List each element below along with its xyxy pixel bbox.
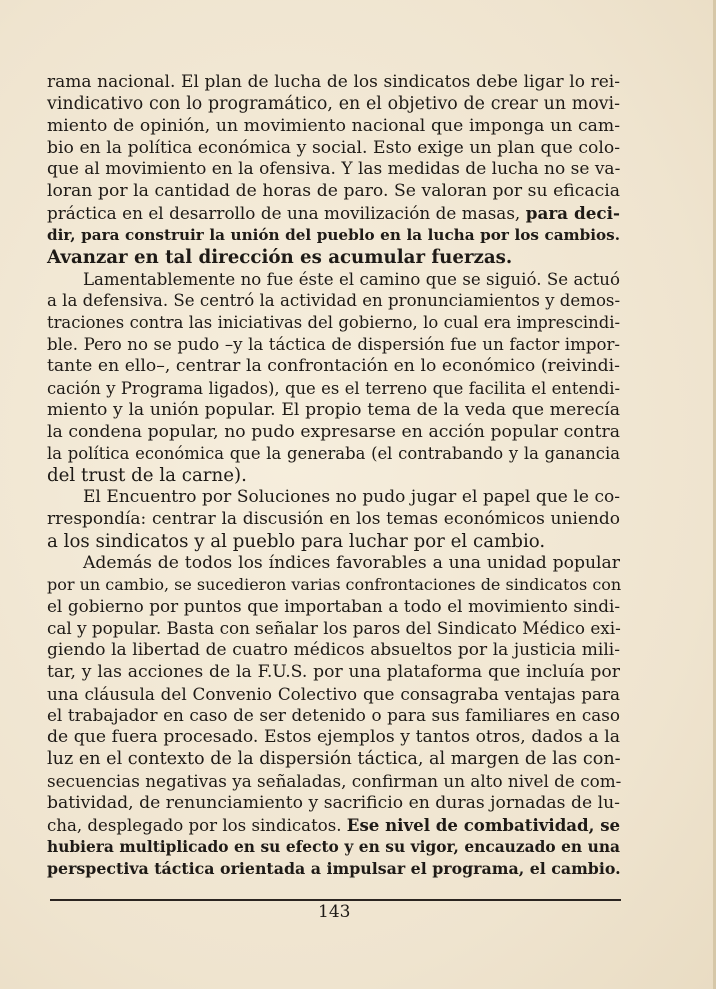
- body-text: [47, 72, 620, 880]
- text-line: cación y Programa ligados), que es el terreno que facilita el entendi-: [47, 378, 620, 398]
- page-number: 143: [318, 902, 351, 922]
- text-line: rama nacional. El plan de lucha de los sindicatos debe ligar lo rei-: [47, 72, 620, 92]
- bold-text-line: hubiera multiplicado en su efecto y en su vigor, encauzado en una: [47, 837, 620, 856]
- bold-text-segment: Ese nivel de combatividad, se: [346, 814, 621, 835]
- text-line: luz en el contexto de la dispersión táctica, al margen de las con-: [47, 749, 621, 770]
- text-line: del trust de la carne).: [47, 465, 247, 487]
- text-line: el gobierno por puntos que importaban a todo el movimiento sindi-: [47, 596, 620, 617]
- text-segment: cha, desplegado por los sindicatos.: [47, 815, 347, 835]
- bold-text-line: Avanzar en tal dirección es acumular fuerzas.: [47, 246, 513, 268]
- text-line: traciones contra las iniciativas del gobierno, lo cual era imprescindi-: [47, 313, 620, 333]
- bold-text-segment: para deci-: [525, 203, 620, 224]
- text-line: miento y la unión popular. El propio tema de la veda que merecía: [47, 399, 620, 420]
- text-line: bio en la política económica y social. Esto exige un plan que colo-: [47, 137, 620, 158]
- text-line: giendo la libertad de cuatro médicos absueltos por la justicia mili-: [47, 639, 620, 660]
- paragraph-3: [47, 487, 620, 553]
- text-line: miento de opinión, un movimiento nacional que imponga un cam-: [47, 115, 620, 136]
- text-segment: práctica en el desarrollo de una movilización de masas,: [47, 203, 526, 224]
- text-line: Además de todos los índices favorables a una unidad popular: [83, 552, 620, 573]
- text-line: secuencias negativas ya señaladas, confirman un alto nivel de com-: [47, 771, 622, 791]
- text-line: [47, 815, 620, 837]
- paragraph-2: [47, 269, 620, 487]
- text-line: a la defensiva. Se centró la actividad en pronunciamientos y demos-: [47, 291, 621, 311]
- text-line: loran por la cantidad de horas de paro. Se valoran por su eficacia: [47, 181, 620, 202]
- bold-text-line: dir, para construir la unión del pueblo en la lucha por los cambios.: [47, 225, 620, 244]
- text-line: de que fuera procesado. Estos ejemplos y tantos otros, dados a la: [47, 727, 620, 748]
- text-line: la política económica que la generaba (el contrabando y la ganancia: [47, 444, 620, 464]
- text-line: que al movimiento en la ofensiva. Y las medidas de lucha no se va-: [47, 159, 621, 180]
- text-line: [47, 203, 620, 225]
- text-line: el trabajador en caso de ser detenido o para sus familiares en caso: [47, 705, 620, 726]
- text-line: Lamentablemente no fue éste el camino que se siguió. Se actuó: [83, 269, 620, 289]
- text-line: por un cambio, se sucedieron varias confrontaciones de sindicatos con: [47, 575, 622, 595]
- bold-text-line: perspectiva táctica orientada a impulsar el programa, el cambio.: [47, 859, 621, 879]
- text-line: cal y popular. Basta con señalar los paros del Sindicato Médico exi-: [47, 618, 621, 639]
- text-line: una cláusula del Convenio Colectivo que consagraba ventajas para: [47, 683, 620, 704]
- paragraph-4: [47, 553, 620, 881]
- text-line: rrespondía: centrar la discusión en los temas económicos uniendo: [47, 508, 620, 529]
- text-line: tante en ello–, centrar la confrontación en lo económico (reivindi-: [47, 355, 620, 376]
- text-line: vindicativo con lo programático, en el objetivo de crear un movi-: [47, 93, 620, 114]
- text-line: tar, y las acciones de la F.U.S. por una plataforma que incluía por: [47, 661, 620, 682]
- text-line: a los sindicatos y al pueblo para luchar por el cambio.: [47, 530, 546, 552]
- footer-rule: [50, 899, 621, 901]
- paragraph-1: [47, 72, 620, 269]
- text-line: la condena popular, no pudo expresarse en acción popular contra: [47, 421, 620, 442]
- text-line: ble. Pero no se pudo –y la táctica de dispersión fue un factor impor-: [47, 335, 620, 355]
- text-line: El Encuentro por Soluciones no pudo jugar el papel que le co-: [83, 487, 620, 508]
- text-line: batividad, de renunciamiento y sacrificio en duras jornadas de lu-: [47, 792, 620, 813]
